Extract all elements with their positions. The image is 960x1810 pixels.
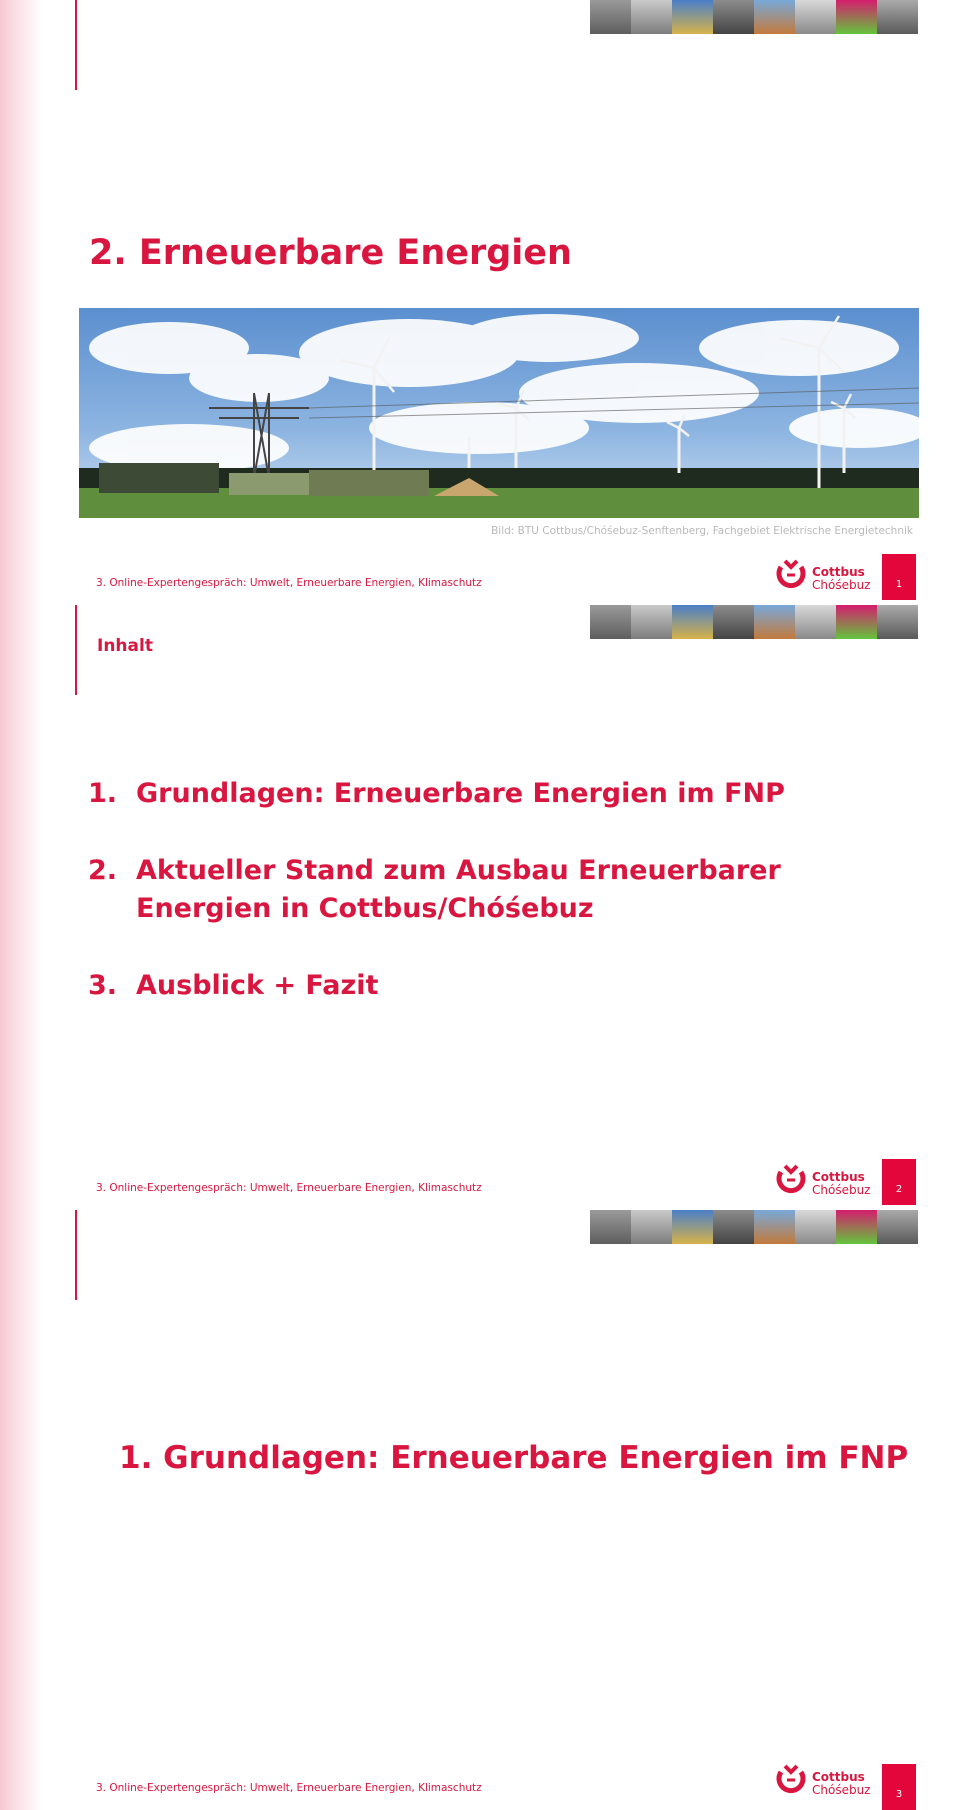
page-number: 3 — [882, 1764, 916, 1810]
logo-line-1: Cottbus — [812, 1770, 865, 1784]
side-gradient — [0, 0, 42, 605]
footer-text: 3. Online-Expertengespräch: Umwelt, Erneuerbare Energien, Klimaschutz — [96, 1782, 482, 1794]
toc-item-text: Aktueller Stand zum Ausbau Erneuerbarer Energien in Cottbus/Chóśebuz — [136, 855, 781, 924]
toc-item-text: Ausblick + Fazit — [136, 970, 379, 1001]
toc-item-number: 3. — [88, 970, 118, 1001]
footer-text: 3. Online-Expertengespräch: Umwelt, Erneuerbare Energien, Klimaschutz — [96, 577, 482, 589]
toc-item-number: 2. — [88, 855, 118, 886]
logo-line-2: Chóśebuz — [812, 578, 871, 592]
slide-1 — [0, 0, 960, 605]
slide-heading: Inhalt — [97, 636, 153, 656]
slide-title: 1. Grundlagen: Erneuerbare Energien im FNP — [119, 1440, 909, 1476]
footer-text: 3. Online-Expertengespräch: Umwelt, Erneuerbare Energien, Klimaschutz — [96, 1182, 482, 1194]
accent-line — [75, 0, 77, 90]
cottbus-logo-icon — [775, 1762, 807, 1796]
photo-strip — [590, 605, 918, 639]
image-credit: Bild: BTU Cottbus/Chóśebuz-Senftenberg, Fachgebiet Elektrische Energietechnik — [491, 525, 913, 537]
slide-3 — [0, 1210, 960, 1810]
cottbus-logo — [775, 1160, 875, 1200]
page-number: 1 — [882, 554, 916, 600]
cottbus-logo — [775, 1760, 875, 1800]
side-gradient — [0, 1210, 42, 1810]
table-of-contents — [88, 775, 888, 1044]
logo-line-2: Chóśebuz — [812, 1183, 871, 1197]
cottbus-logo — [775, 555, 875, 595]
slide-2 — [0, 605, 960, 1210]
logo-line-2: Chóśebuz — [812, 1783, 871, 1797]
photo-strip — [590, 1210, 918, 1244]
wind-farm-photo — [79, 308, 919, 518]
accent-line — [75, 605, 77, 695]
page-number: 2 — [882, 1159, 916, 1205]
logo-line-1: Cottbus — [812, 565, 865, 579]
accent-line — [75, 1210, 77, 1300]
cottbus-logo-icon — [775, 1162, 807, 1196]
slide-title: 2. Erneuerbare Energien — [89, 233, 572, 273]
cottbus-logo-icon — [775, 557, 807, 591]
logo-line-1: Cottbus — [812, 1170, 865, 1184]
side-gradient — [0, 605, 42, 1210]
toc-item-number: 1. — [88, 778, 118, 809]
toc-item — [88, 967, 888, 1005]
toc-item — [88, 852, 888, 928]
toc-item — [88, 775, 888, 813]
photo-strip — [590, 0, 918, 34]
toc-item-text: Grundlagen: Erneuerbare Energien im FNP — [136, 778, 785, 809]
